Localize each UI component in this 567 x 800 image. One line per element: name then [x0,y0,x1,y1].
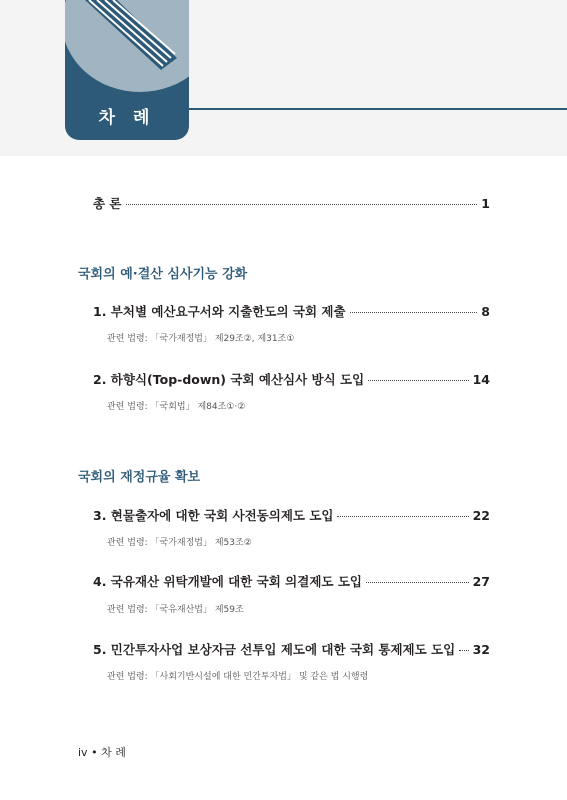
toc-page-number: 8 [481,304,490,319]
dot-leader [459,650,468,651]
toc-entry[interactable] [93,370,490,388]
page-footer [78,744,126,760]
toc-page-number: 22 [472,508,490,523]
footer-chapter: 차 례 [101,746,126,759]
section-heading: 국회의 재정규율 확보 [78,470,201,485]
toc-page-number: 32 [472,642,490,657]
toc-page-number: 14 [472,372,490,387]
page-title: 차 례 [98,108,156,128]
related-law: 관련 법령: 「국가재정법」 제29조②, 제31조① [107,334,295,344]
dot-leader [350,312,478,313]
toc-entry[interactable] [93,640,490,658]
footer-page-number: iv [78,746,88,759]
dot-leader [366,582,469,583]
related-law: 관련 법령: 「국회법」 제84조①·② [107,402,246,412]
book-decoration-icon [65,0,189,100]
related-law: 관련 법령: 「사회기반시설에 대한 민간투자법」 및 같은 법 시행령 [107,672,369,682]
toc-entry[interactable] [93,506,490,524]
toc-page-number: 1 [481,196,490,211]
toc-entry-overview[interactable] [93,194,490,212]
toc-entry-label: 5. 민간투자사업 보상자금 선투입 제도에 대한 국회 통제제도 도입 [93,642,456,657]
dot-leader [126,204,478,205]
header-rule [189,108,567,110]
dot-leader [337,516,468,517]
toc-entry[interactable] [93,302,490,320]
section-heading: 국회의 예·결산 심사기능 강화 [78,267,248,282]
related-law: 관련 법령: 「국가재정법」 제53조② [107,538,252,548]
toc-entry-label: 4. 국유재산 위탁개발에 대한 국회 의결제도 도입 [93,574,362,589]
toc-entry-label: 총 론 [93,196,122,211]
chapter-tab [65,0,189,140]
toc-entry-label: 2. 하향식(Top-down) 국회 예산심사 방식 도입 [93,372,365,387]
toc-entry-label: 3. 현물출자에 대한 국회 사전동의제도 도입 [93,508,334,523]
dot-leader [368,380,468,381]
footer-separator: • [91,746,98,759]
related-law: 관련 법령: 「국유재산법」 제59조 [107,605,244,615]
toc-entry[interactable] [93,572,490,590]
toc-entry-label: 1. 부처별 예산요구서와 지출한도의 국회 제출 [93,304,346,319]
toc-page-number: 27 [472,574,490,589]
